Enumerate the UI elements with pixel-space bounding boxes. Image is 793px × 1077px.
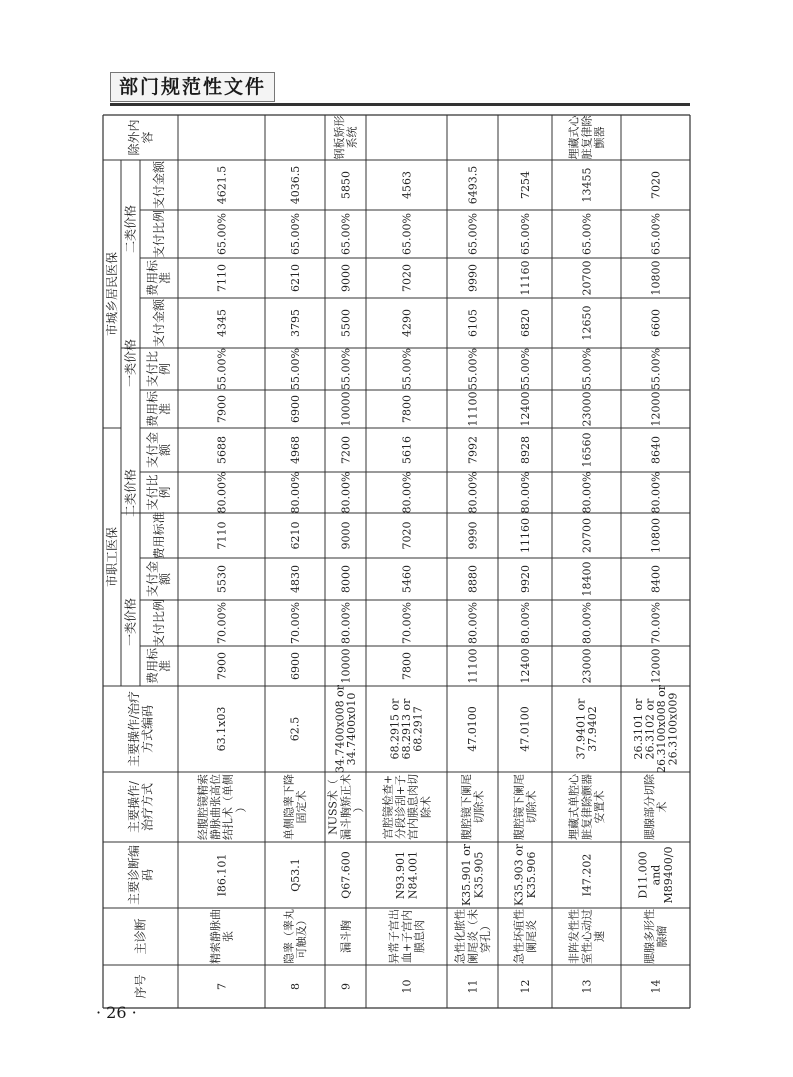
cell-price-value: 7254 [518,171,532,199]
cell-price-value: 80.00% [518,471,532,514]
cell-price-value: 70.00% [649,602,663,644]
cell-price-value: 9000 [339,264,353,292]
cell-seq: 7 [215,983,229,990]
cell-price-value: 6600 [649,309,663,337]
cell-exclusion: 钢板矫形系统 [333,115,359,160]
cell-diagnosis: 漏斗胸 [339,920,353,953]
cell-op-code: 62.5 [288,716,302,742]
cell-operation: 腮腺部分切除术 [643,774,669,840]
cell-price-value: 65.00% [288,213,302,255]
cell-price-value: 7200 [339,436,353,464]
cell-diagnosis: 急性化脓性阑尾炎（未穿孔） [453,909,492,964]
cell-price-value: 11160 [518,260,532,296]
cell-price-value: 9990 [466,264,480,292]
cell-price-value: 13455 [580,167,594,203]
cell-op-code: 37.9401 or37.9402 [574,698,599,760]
cell-price-value: 55.00% [339,348,353,390]
cell-seq: 8 [289,983,303,990]
cell-price-value: 65.00% [580,213,594,255]
cell-operation: 单侧隐睾下降固定术 [282,774,309,840]
cell-price-value: 20700 [580,518,594,553]
cell-seq: 14 [649,979,663,994]
cell-price-value: 7110 [215,264,229,292]
header-operation: 主要操作/治疗方式 [126,780,155,834]
cell-price-value: 80.00% [288,471,302,514]
cell-price-value: 12650 [580,305,594,341]
header-exclusion: 除外内容 [126,119,155,156]
cell-price-value: 4830 [288,565,302,593]
cell-price-value: 4036.5 [288,165,302,205]
cell-price-value: 8000 [339,565,353,593]
cell-price-value: 5530 [215,565,229,593]
cell-price-value: 65.00% [466,213,480,255]
cell-price-value: 7020 [400,264,414,292]
cell-price-value: 65.00% [339,213,353,255]
cell-price-value: 7992 [466,436,480,464]
cell-price-value: 6493.5 [466,165,480,205]
cell-price-value: 12400 [518,648,532,684]
cell-operation: NUSS术（漏斗胸矫正术） [326,774,365,840]
header-employee-class2-fee-standard: 费用标准 [151,511,166,560]
header-resident-class1-fee-standard: 费用标准 [145,390,173,428]
cell-price-value: 80.00% [518,602,532,644]
cell-price-value: 6210 [288,264,302,292]
cell-diag-code: Q67.600 [339,851,353,899]
cell-price-value: 9990 [466,521,480,550]
cell-price-value: 5688 [215,436,229,464]
cell-op-code: 47.0100 [466,706,479,752]
cell-price-value: 8400 [649,565,663,593]
cell-price-value: 55.00% [580,348,594,390]
cell-price-value: 6900 [288,652,302,680]
cell-price-value: 8880 [466,565,480,593]
page-number: · 26 · [96,1003,137,1022]
header-resident-class1-pay-amount: 支付金额 [151,298,166,348]
cell-price-value: 6900 [288,395,302,423]
header-op-code: 主要操作/治疗方式编码 [126,690,155,768]
cell-price-value: 55.00% [649,348,663,390]
header-resident-class2-fee-standard: 费用标准 [145,259,173,297]
cell-price-value: 5500 [339,309,353,337]
cell-price-value: 10000 [339,648,353,684]
cell-diagnosis: 急性坏疽性阑尾炎 [512,909,539,964]
cell-seq: 9 [339,983,353,990]
cell-operation: 腹腔镜下阑尾切除术 [460,774,486,840]
header-employee-class2: 二类价格 [123,468,138,518]
header-seq: 序号 [133,974,148,999]
cell-price-value: 80.00% [649,471,663,514]
cell-operation: 经腹腔镜精索静脉曲张高位结扎术（单侧） [196,774,248,840]
cell-price-value: 23000 [580,391,594,427]
header-employee-class1: 一类价格 [123,597,138,647]
cell-diag-code: K35.903 orK35.906 [512,843,539,907]
cell-price-value: 4563 [400,171,414,199]
header-resident-class2-pay-amount: 支付金额 [151,160,166,210]
cell-price-value: 80.00% [400,471,414,514]
cell-price-value: 10000 [339,391,353,427]
header-resident-class1-pay-ratio: 支付比例 [145,350,173,388]
cell-price-value: 5616 [400,436,414,464]
cell-diag-code: D11.000andM89400/0 [636,846,675,904]
cell-diag-code: Q53.1 [288,858,302,892]
cell-price-value: 3795 [288,309,302,337]
cell-price-value: 55.00% [288,348,302,390]
cell-operation: 宫腔镜检查+分段诊刮+子宫内膜息肉切除术 [381,774,433,840]
cell-price-value: 55.00% [400,348,414,390]
cell-price-value: 70.00% [400,602,414,644]
cell-price-value: 65.00% [400,213,414,255]
cell-diagnosis: 异常子宫出血+子宫内膜息肉 [387,909,426,964]
cell-price-value: 80.00% [466,471,480,514]
cell-price-value: 12000 [649,648,663,684]
cell-operation: 埋藏式单腔心脏复律除颤器安置术 [567,774,606,840]
cell-diagnosis: 腮腺多形性腺瘤 [643,909,669,964]
cell-price-value: 65.00% [649,213,663,255]
cell-price-value: 80.00% [580,602,594,644]
header-diag-code: 主要诊断编码 [126,844,155,906]
header-employee-insurance: 市职工医保 [105,526,120,588]
cell-price-value: 7900 [215,652,229,680]
header-employee-class2-pay-amount: 支付金额 [145,431,173,469]
cell-price-value: 70.00% [288,602,302,644]
cell-price-value: 7110 [215,521,229,550]
header-diagnosis: 主诊断 [133,918,148,955]
cell-price-value: 7020 [649,171,663,199]
cell-price-value: 8928 [518,436,532,464]
cell-diagnosis: 精索静脉曲张 [209,909,235,964]
header-resident-class2-pay-ratio: 支付比例 [151,209,166,259]
cell-price-value: 11160 [518,518,532,553]
cell-price-value: 7800 [400,652,414,680]
cell-price-value: 7900 [215,395,229,423]
cell-price-value: 10800 [649,260,663,296]
cell-price-value: 23000 [580,648,594,684]
header-employee-class1-pay-amount: 支付金额 [145,560,173,598]
cell-exclusion: 埋藏式心脏复律除颤器 [567,115,606,160]
header-resident-insurance: 市城乡居民医保 [105,251,120,337]
cell-price-value: 4290 [400,309,414,337]
cell-op-code: 26.3101 or26.3102 or26.3100x008 or26.3100x009 [631,684,680,774]
cell-price-value: 4621.5 [215,165,229,205]
cell-price-value: 70.00% [215,602,229,644]
cell-price-value: 18400 [580,561,594,597]
cell-diag-code: I86.101 [215,853,229,897]
cell-diag-code: K35.901 orK35.905 [460,843,486,907]
cell-diagnosis: 非阵发性性室性心动过速 [567,909,606,964]
cell-price-value: 65.00% [215,213,229,255]
header-employee-class1-fee-standard: 费用标准 [145,647,173,685]
header-employee-class2-pay-ratio: 支付比例 [145,474,173,511]
cell-price-value: 55.00% [518,348,532,390]
cell-price-value: 6820 [518,309,532,337]
cell-price-value: 80.00% [215,471,229,514]
cell-op-code: 68.2915 or68.2913 or68.2917 [388,698,425,760]
cell-price-value: 4968 [288,436,302,464]
header-title: 部门规范性文件 [110,72,275,102]
cell-price-value: 20700 [580,260,594,296]
cell-price-value: 16560 [580,432,594,468]
cell-price-value: 7800 [400,395,414,423]
cell-price-value: 55.00% [466,348,480,390]
cell-price-value: 80.00% [339,471,353,514]
cell-diag-code: N93.901N84.001 [394,850,420,900]
cell-price-value: 12000 [649,391,663,427]
cell-price-value: 5850 [339,171,353,199]
cell-price-value: 80.00% [466,602,480,644]
cell-price-value: 9000 [339,521,353,550]
cell-price-value: 55.00% [215,348,229,390]
cell-price-value: 80.00% [580,471,594,514]
cell-op-code: 34.7400x008 or34.7400x010 [333,684,358,774]
cell-price-value: 11100 [466,391,480,427]
cell-price-value: 12400 [518,391,532,427]
cell-price-value: 11100 [466,648,480,684]
cell-price-value: 7020 [400,521,414,550]
cell-seq: 10 [400,979,414,994]
cell-op-code: 63.1x03 [215,706,228,752]
header-employee-class1-pay-ratio: 支付比例 [151,598,166,648]
header-resident-class2: 二类价格 [123,204,138,254]
cell-seq: 11 [466,979,480,994]
cell-op-code: 47.0100 [518,706,532,752]
cell-operation: 腹腔镜下阑尾切除术 [512,774,539,840]
cell-price-value: 8640 [649,436,663,464]
cell-diag-code: I47.202 [580,853,594,897]
cell-price-value: 6105 [466,309,480,337]
cell-diagnosis: 隐睾（睾丸可触及） [282,909,309,964]
cell-price-value: 65.00% [518,213,532,255]
cell-seq: 13 [580,979,594,994]
cell-price-value: 9920 [518,565,532,593]
cell-seq: 12 [519,979,533,994]
cell-price-value: 4345 [215,309,229,337]
cell-price-value: 6210 [288,521,302,550]
cell-price-value: 10800 [649,518,663,553]
cell-price-value: 80.00% [339,602,353,644]
cell-price-value: 5460 [400,565,414,593]
header-resident-class1: 一类价格 [123,338,138,388]
